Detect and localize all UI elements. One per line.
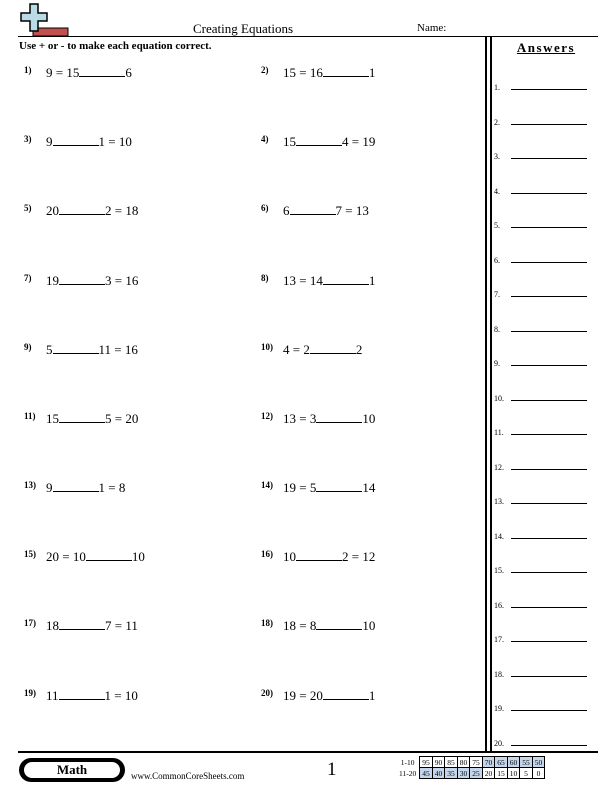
equation-right: 10 (362, 618, 376, 633)
equation-right: 1 (368, 273, 376, 288)
equation (283, 617, 375, 634)
equation-right: 2 = 12 (342, 549, 376, 564)
equation-left: 13 = 14 (283, 273, 323, 288)
answer-number: 2. (494, 117, 500, 127)
equation-left: 9 = 15 (46, 65, 80, 80)
problem-number: 20) (261, 688, 273, 698)
answer-number: 4. (494, 186, 500, 196)
equation-left: 9 (46, 134, 53, 149)
equation (46, 617, 138, 634)
answer-row (494, 527, 594, 541)
equation-left: 6 (283, 203, 290, 218)
website-url: www.CommonCoreSheets.com (131, 771, 245, 781)
score-cell: 95 (420, 757, 433, 768)
equation-left: 4 = 2 (283, 342, 310, 357)
score-row (397, 768, 545, 779)
operator-blank[interactable] (53, 479, 99, 492)
equation-right: 3 = 16 (105, 273, 139, 288)
equation (283, 341, 362, 358)
equation (283, 133, 375, 150)
answer-row (494, 699, 594, 713)
score-cell: 45 (420, 768, 433, 779)
equation-left: 5 (46, 342, 53, 357)
answer-line[interactable] (511, 607, 587, 608)
equation-right: 2 = 18 (105, 203, 139, 218)
score-cell: 90 (432, 757, 445, 768)
score-cell: 55 (520, 757, 533, 768)
problem-number: 13) (24, 480, 36, 490)
subject-label: Math (24, 762, 120, 778)
answer-number: 16. (494, 600, 504, 610)
score-cell: 5 (520, 768, 533, 779)
score-cell: 75 (470, 757, 483, 768)
operator-blank[interactable] (296, 548, 342, 561)
equation-right: 1 = 10 (98, 134, 132, 149)
answer-number: 5. (494, 221, 500, 230)
equation-left: 15 (46, 411, 59, 426)
operator-blank[interactable] (323, 687, 369, 700)
equation-left: 15 = 16 (283, 65, 323, 80)
answer-line[interactable] (511, 262, 587, 263)
answer-number: 9. (494, 359, 500, 368)
score-cell: 30 (457, 768, 470, 779)
answer-number: 12. (494, 462, 504, 472)
answer-number: 1. (494, 83, 500, 92)
score-cell: 35 (445, 768, 458, 779)
answer-line[interactable] (511, 503, 587, 504)
score-cell: 70 (482, 757, 495, 768)
score-cell: 40 (432, 768, 445, 779)
problem-number: 19) (24, 688, 36, 698)
score-table (397, 756, 545, 779)
problem-number: 8) (261, 273, 269, 283)
equation (46, 479, 125, 496)
operator-blank[interactable] (316, 617, 362, 630)
answer-row (494, 113, 594, 127)
footer-divider (18, 751, 598, 753)
operator-blank[interactable] (296, 133, 342, 146)
problem-number: 2) (261, 65, 269, 75)
operator-blank[interactable] (316, 479, 362, 492)
score-cell: 15 (495, 768, 508, 779)
equation-left: 19 (46, 273, 59, 288)
name-label: Name: (417, 22, 447, 34)
answers-heading: Answers (516, 40, 576, 55)
answer-number: 6. (494, 255, 500, 265)
problem-number: 3) (24, 134, 32, 144)
operator-blank[interactable] (59, 617, 105, 630)
equation-right: 10 (362, 411, 376, 426)
operator-blank[interactable] (316, 410, 362, 423)
answer-number: 10. (494, 393, 504, 403)
equation-left: 11 (46, 688, 59, 703)
equation-left: 19 = 5 (283, 480, 317, 495)
operator-blank[interactable] (53, 133, 99, 146)
equation-right: 2 (355, 342, 363, 357)
answer-row (494, 320, 594, 334)
operator-blank[interactable] (59, 410, 105, 423)
operator-blank[interactable] (59, 202, 105, 215)
answer-row (494, 216, 594, 230)
equation (46, 687, 138, 704)
answer-row (494, 734, 594, 748)
equation-left: 20 = 10 (46, 549, 86, 564)
answer-number: 15. (494, 566, 504, 575)
score-cell: 50 (532, 757, 545, 768)
problem-number: 12) (261, 411, 273, 421)
answer-line[interactable] (511, 124, 587, 125)
answer-number: 8. (494, 324, 500, 334)
answer-row (494, 458, 594, 472)
equation-left: 13 = 3 (283, 411, 317, 426)
equation (283, 202, 369, 219)
equation-right: 1 = 8 (98, 480, 126, 495)
score-range-label: 1-10 (400, 757, 415, 767)
answer-number: 13. (494, 497, 504, 506)
equation (283, 687, 375, 704)
answer-row (494, 182, 594, 196)
equation-right: 10 (131, 549, 145, 564)
answer-column-divider-inner (490, 36, 492, 751)
problem-number: 17) (24, 618, 36, 628)
equation-right: 1 (368, 688, 376, 703)
instructions: Use + or - to make each equation correct. (19, 40, 212, 52)
operator-blank[interactable] (79, 64, 125, 77)
answer-line[interactable] (511, 745, 587, 746)
operator-blank[interactable] (290, 202, 336, 215)
answer-row (494, 251, 594, 265)
header-divider (18, 36, 598, 37)
problem-number: 11) (24, 411, 36, 421)
answer-line[interactable] (511, 227, 587, 228)
problem-number: 14) (261, 480, 273, 490)
score-row (397, 757, 545, 768)
page-number: 1 (327, 759, 337, 780)
answer-line[interactable] (511, 193, 587, 194)
equation-right: 14 (362, 480, 376, 495)
answer-line[interactable] (511, 676, 587, 677)
equation-left: 10 (283, 549, 296, 564)
equation (283, 410, 375, 427)
answer-row (494, 492, 594, 506)
operator-blank[interactable] (53, 341, 99, 354)
score-cell: 10 (507, 768, 520, 779)
answer-row (494, 596, 594, 610)
operator-blank[interactable] (323, 272, 369, 285)
equation (46, 272, 138, 289)
problem-number: 15) (24, 549, 36, 559)
equation-left: 18 (46, 618, 59, 633)
score-cell: 65 (495, 757, 508, 768)
operator-blank[interactable] (59, 687, 105, 700)
answer-line[interactable] (511, 89, 587, 90)
operator-blank[interactable] (86, 548, 132, 561)
answer-number: 11. (494, 428, 504, 437)
score-range-label: 11-20 (399, 768, 417, 778)
equation-left: 20 (46, 203, 59, 218)
answer-line[interactable] (511, 331, 587, 332)
problem-number: 16) (261, 549, 273, 559)
operator-blank[interactable] (310, 341, 356, 354)
equation-left: 18 = 8 (283, 618, 317, 633)
equation (283, 64, 375, 81)
score-cell: 25 (470, 768, 483, 779)
answer-row (494, 147, 594, 161)
problem-number: 9) (24, 342, 32, 352)
problem-number: 18) (261, 618, 273, 628)
operator-blank[interactable] (59, 272, 105, 285)
answer-line[interactable] (511, 434, 587, 435)
answer-line[interactable] (511, 400, 587, 401)
equation-right: 4 = 19 (342, 134, 376, 149)
equation-right: 1 (368, 65, 376, 80)
problem-number: 4) (261, 134, 269, 144)
answer-line[interactable] (511, 710, 587, 711)
worksheet-logo-icon (20, 3, 70, 37)
problem-number: 5) (24, 203, 32, 213)
equation-right: 1 = 10 (104, 688, 138, 703)
answer-number: 19. (494, 704, 504, 713)
answer-row (494, 561, 594, 575)
answer-number: 7. (494, 290, 500, 299)
answer-number: 3. (494, 152, 500, 161)
answer-line[interactable] (511, 158, 587, 159)
answer-line[interactable] (511, 469, 587, 470)
equation-right: 5 = 20 (105, 411, 139, 426)
answer-row (494, 285, 594, 299)
equation (283, 272, 375, 289)
answer-line[interactable] (511, 641, 587, 642)
page-title: Creating Equations (193, 21, 294, 36)
equation-right: 6 (125, 65, 132, 80)
problem-number: 6) (261, 203, 269, 213)
problem-number: 1) (24, 65, 32, 75)
problem-number: 10) (261, 342, 273, 352)
equation (46, 410, 138, 427)
equation (46, 548, 145, 565)
answer-number: 20. (494, 738, 504, 748)
answer-row (494, 78, 594, 92)
equation (283, 548, 375, 565)
answer-number: 14. (494, 531, 504, 541)
answer-row (494, 423, 594, 437)
equation-left: 19 = 20 (283, 688, 323, 703)
answer-number: 17. (494, 635, 504, 644)
score-cell: 0 (532, 768, 545, 779)
equation-right: 7 = 11 (105, 618, 138, 633)
answer-column-divider (485, 36, 487, 751)
answer-number: 18. (494, 669, 504, 679)
equation (46, 202, 138, 219)
operator-blank[interactable] (323, 64, 369, 77)
equation (46, 64, 132, 81)
equation-left: 15 (283, 134, 296, 149)
answer-line[interactable] (511, 365, 587, 366)
answer-line[interactable] (511, 538, 587, 539)
answer-row (494, 630, 594, 644)
score-cell: 80 (457, 757, 470, 768)
answer-line[interactable] (511, 572, 587, 573)
answer-row (494, 354, 594, 368)
answer-row (494, 389, 594, 403)
equation-right: 7 = 13 (335, 203, 369, 218)
equation-right: 11 = 16 (98, 342, 138, 357)
equation (46, 133, 132, 150)
score-cell: 85 (445, 757, 458, 768)
answer-line[interactable] (511, 296, 587, 297)
problem-number: 7) (24, 273, 32, 283)
score-cell: 20 (482, 768, 495, 779)
equation-left: 9 (46, 480, 53, 495)
equation (283, 479, 375, 496)
answer-row (494, 665, 594, 679)
equation (46, 341, 138, 358)
score-cell: 60 (507, 757, 520, 768)
